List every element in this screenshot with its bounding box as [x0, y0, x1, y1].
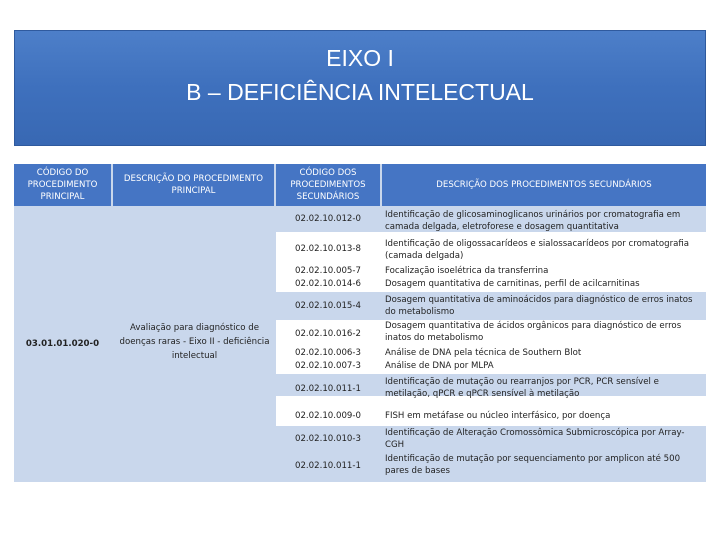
secondary-description: Dosagem quantitativa de aminoácidos para diagnóstico de erros inatos do metabolismo [385, 295, 693, 318]
secondary-code: 02.02.10.015-4 [295, 301, 361, 311]
secondary-code: 02.02.10.009-0 [295, 411, 361, 421]
secondary-code: 02.02.10.011-1 [295, 384, 361, 394]
title-banner [14, 30, 706, 146]
main-procedure-code: 03.01.01.020-0 [25, 339, 100, 349]
secondary-code: 02.02.10.010-3 [295, 434, 361, 444]
procedures-table [14, 164, 706, 482]
secondary-description: FISH em metáfase ou núcleo interfásico, por doença [385, 411, 611, 421]
header-secondary-codes: CÓDIGO DOS PROCEDIMENTOS SECUNDÁRIOS [276, 164, 380, 206]
secondary-description: Dosagem quantitativa de carnitinas, perfil de acilcarnitinas [385, 279, 640, 289]
secondary-description: Análise de DNA por MLPA [385, 361, 494, 371]
secondary-description: Identificação de glicosaminoglicanos urinários por cromatografia em camada delgada, eletroforese e dosagem quantitativa [385, 210, 681, 233]
slide-title-line1: EIXO I [326, 45, 394, 71]
secondary-code: 02.02.10.006-3 [295, 348, 361, 358]
secondary-code: 02.02.10.014-6 [295, 279, 361, 289]
secondary-description: Identificação de mutação ou rearranjos por PCR, PCR sensível e metilação, qPCR e qPCR sensível à metilação [385, 377, 659, 400]
header-secondary-descriptions: DESCRIÇÃO DOS PROCEDIMENTOS SECUNDÁRIOS [382, 164, 706, 206]
secondary-code: 02.02.10.012-0 [295, 214, 361, 224]
slide-title-line2: B – DEFICIÊNCIA INTELECTUAL [186, 79, 534, 105]
secondary-description: Identificação de Alteração Cromossômica Submicroscópica por Array-CGH [385, 428, 685, 451]
secondary-description: Dosagem quantitativa de ácidos orgânicos para diagnóstico de erros inatos do metabolismo [385, 321, 682, 344]
secondary-code: 02.02.10.007-3 [295, 361, 361, 371]
header-main-description: DESCRIÇÃO DO PROCEDIMENTO PRINCIPAL [113, 164, 274, 206]
secondary-code: 02.02.10.016-2 [295, 329, 361, 339]
secondary-description: Focalização isoelétrica da transferrina [385, 266, 549, 276]
secondary-code: 02.02.10.005-7 [295, 266, 361, 276]
main-procedure-description: Avaliação para diagnóstico de doenças raras - Eixo II - deficiência intelectual [119, 323, 270, 361]
secondary-description: Identificação de mutação por sequenciamento por amplicon até 500 pares de bases [385, 454, 681, 477]
secondary-code: 02.02.10.013-8 [295, 244, 361, 254]
secondary-description: Análise de DNA pela técnica de Southern Blot [385, 348, 582, 358]
header-main-code: CÓDIGO DO PROCEDIMENTO PRINCIPAL [14, 164, 111, 206]
secondary-description: Identificação de oligossacarídeos e sialossacarídeos por cromatografia (camada delgada) [385, 239, 690, 262]
secondary-code: 02.02.10.011-1 [295, 461, 361, 471]
